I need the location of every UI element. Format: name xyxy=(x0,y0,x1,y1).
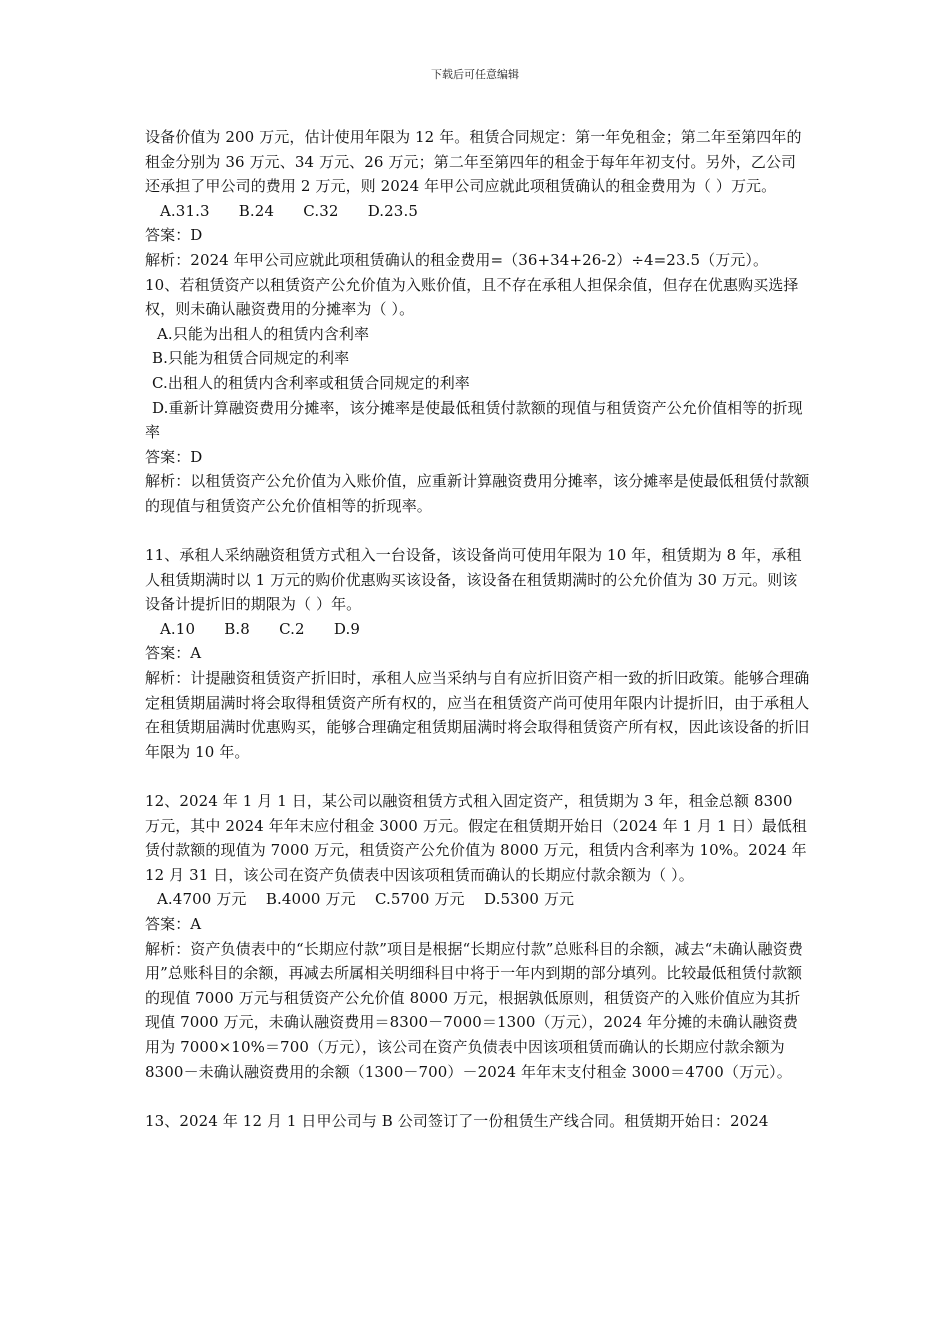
section-gap xyxy=(145,519,810,544)
q11-stem: 11、承租人采纳融资租赁方式租入一台设备，该设备尚可使用年限为 10 年，租赁期为 8 年，承租人租赁期满时以 1 万元的购价优惠购买该设备，该设备在租赁期满时的公允价值为 30 万元。则该设备计提折旧的期限为（ ）年。 xyxy=(145,546,802,614)
q10-option-a: A.只能为出租人的租赁内含利率 xyxy=(157,324,370,343)
q10-option-c: C.出租人的租赁内含利率或租赁合同规定的利率 xyxy=(152,373,470,392)
q12-stem: 12、2024 年 1 月 1 日，某公司以融资租赁方式租入固定资产，租赁期为 3 年，租金总额 8300 万元，其中 2024 年年末应付租金 3000 万元。假定在租赁期开始日（2024 年 1 月 1 日）最低租赁付款额的现值为 7000 万元，租赁资产公允价值为 8000 万元，租赁内含利率为 10%。2024 年 12 月 31 日，该公司在资产负债表中因该项租赁而确认的长期应付款余额为（ ）。 xyxy=(145,792,808,884)
document-body xyxy=(145,125,810,1133)
q11-options: A.10 B.8 C.2 D.9 xyxy=(160,619,361,638)
q10-stem: 10、若租赁资产以租赁资产公允价值为入账价值，且不存在承租人担保余值，但存在优惠购买选择权，则未确认融资费用的分摊率为（ ）。 xyxy=(145,275,799,319)
q12-answer: 答案：A xyxy=(145,915,202,933)
section-gap xyxy=(145,764,810,789)
q10-option-d-text: D.重新计算融资费用分摊率，该分摊率是使最低租赁付款额的现值与租赁资产公允价值相等的折现率 xyxy=(145,398,803,442)
q10-answer: 答案：D xyxy=(145,447,203,466)
q10-analysis: 解析：以租赁资产公允价值为入账价值，应重新计算融资费用分摊率，该分摊率是使最低租赁付款额的现值与租赁资产公允价值相等的折现率。 xyxy=(145,472,810,515)
q11-analysis: 解析：计提融资租赁资产折旧时，承租人应当采纳与自有应折旧资产相一致的折旧政策。能够合理确定租赁期届满时将会取得租赁资产所有权的，应当在租赁资产尚可使用年限内计提折旧，由于承租人在租赁期届满时优惠购买，能够合理确定租赁期届满时将会取得租赁资产所有权，因此该设备的折旧年限为 10 年。 xyxy=(145,669,810,761)
section-gap xyxy=(145,1084,810,1109)
page-header: 下载后可任意编辑 xyxy=(431,68,519,81)
q9-answer: 答案：D xyxy=(145,226,203,245)
q9-options: A.31.3 B.24 C.32 D.23.5 xyxy=(160,201,418,220)
q10-option-d xyxy=(145,396,810,445)
q9-stem: 设备价值为 200 万元，估计使用年限为 12 年。租赁合同规定：第一年免租金；第二年至第四年的租金分别为 36 万元、34 万元、26 万元；第二年至第四年的租金于每年年初支付。另外，乙公司还承担了甲公司的费用 2 万元，则 2024 年甲公司应就此项租赁确认的租金费用为（ ）万元。 xyxy=(145,128,802,196)
q13-stem: 13、2024 年 12 月 1 日甲公司与 B 公司签订了一份租赁生产线合同。租赁期开始日：2024 xyxy=(145,1111,769,1130)
q9-analysis: 解析：2024 年甲公司应就此项租赁确认的租金费用=（36+34+26-2）÷4=23.5（万元）。 xyxy=(145,250,769,269)
q12-analysis: 解析：资产负债表中的“长期应付款”项目是根据“长期应付款”总账科目的余额，减去“未确认融资费用”总账科目的余额，再减去所属相关明细科目中将于一年内到期的部分填列。比较最低租赁付款额的现值 7000 万元与租赁资产公允价值 8000 万元，根据孰低原则，租赁资产的入账价值应为其折现值 7000 万元，未确认融资费用＝8300－7000＝1300（万元），2024 年分摊的未确认融资费用为 7000×10%＝700（万元），该公司在资产负债表中因该项租赁而确认的长期应付款余额为 8300－未确认融资费用的余额（1300－700）－2024 年年末支付租金 3000＝4700（万元）。 xyxy=(145,939,803,1081)
q10-option-b: B.只能为租赁合同规定的利率 xyxy=(152,349,350,368)
q11-answer: 答案：A xyxy=(145,644,202,663)
q12-options: A.4700 万元 B.4000 万元 C.5700 万元 D.5300 万元 xyxy=(157,890,575,909)
